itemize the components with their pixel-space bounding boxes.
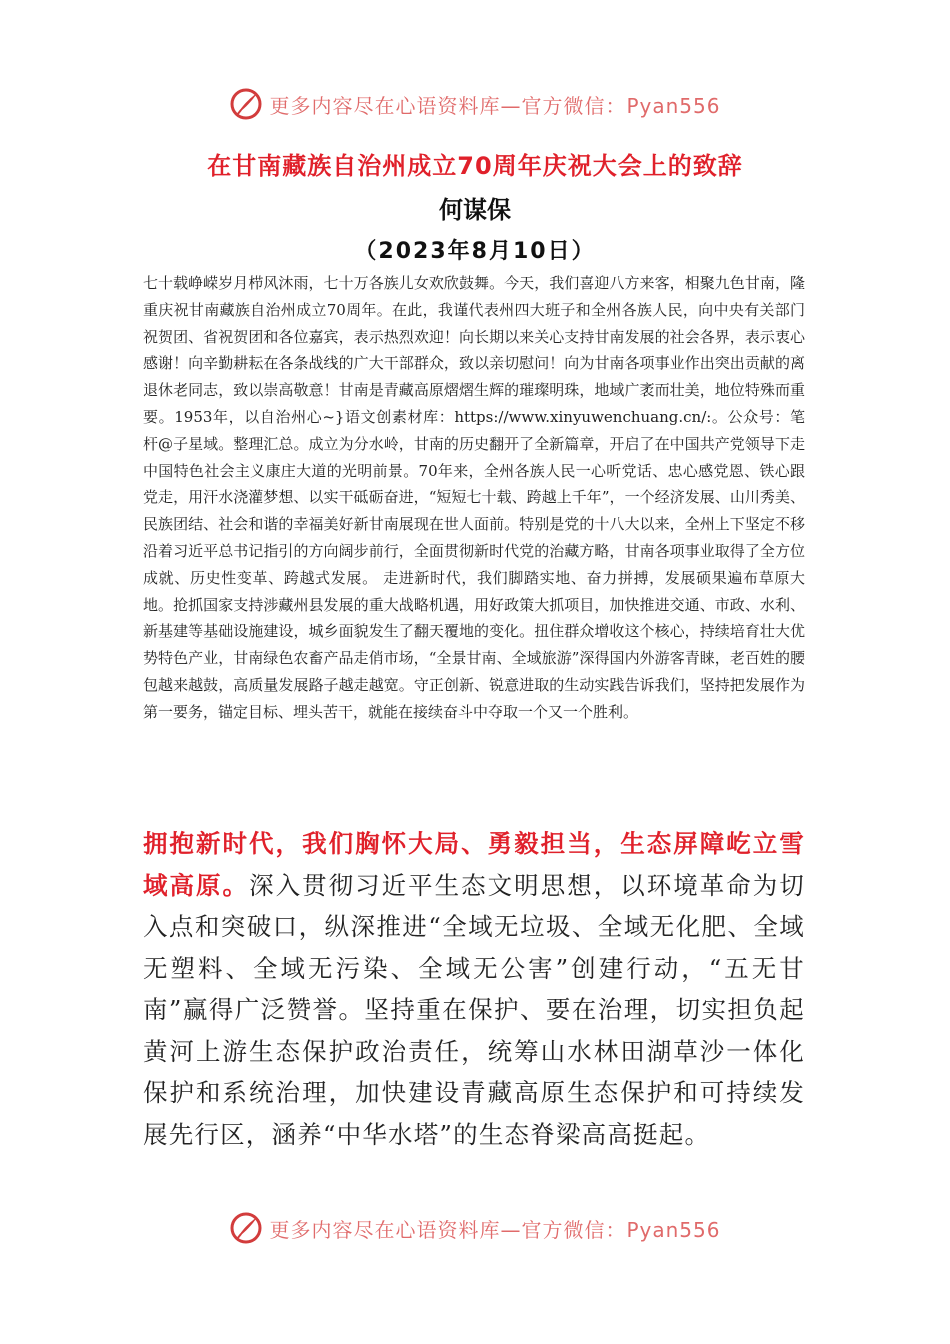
paragraph-2-highlight: 拥抱新时代，我们胸怀大局、勇毅担当，生态屏障屹立雪域高原。 <box>143 829 805 900</box>
paragraph-2-body: 深入贯彻习近平生态文明思想，以环境革命为切入点和突破口，纵深推进“全域无垃圾、全域无化肥、全域无塑料、全域无污染、全域无公害”创建行动，“五无甘南”赢得广泛赞誉。坚持重在保护、要在治理，切实担负起黄河上游生态保护政治责任，统筹山水林田湖草沙一体化保护和系统治理，加快建设青藏高原生态保护和可持续发展先行区，涵养“中华水塔”的生态脊梁高高挺起。 <box>143 870 805 1149</box>
body-paragraph-2 <box>143 823 805 1155</box>
header-watermark <box>0 84 950 124</box>
quill-circle-icon <box>229 1211 263 1245</box>
document-date: （2023年8月10日） <box>354 239 596 264</box>
quill-circle-icon <box>229 87 263 121</box>
watermark-text: 更多内容尽在心语资料库—官方微信：Pyan556 <box>269 93 721 118</box>
body-paragraph-1: 七十载峥嵘岁月栉风沐雨，七十万各族儿女欢欣鼓舞。今天，我们喜迎八方来客，相聚九色甘南，隆重庆祝甘南藏族自治州成立70周年。在此，我谨代表州四大班子和全州各族人民，向中央有关部门祝贺团、省祝贺团和各位嘉宾，表示热烈欢迎！向长期以来关心支持甘南发展的社会各界，表示衷心感谢！向辛勤耕耘在各条战线的广大干部群众，致以亲切慰问！向为甘南各项事业作出突出贡献的离退休老同志，致以崇高敬意！甘南是青藏高原熠熠生辉的璀璨明珠，地域广袤而壮美，地位特殊而重要。1953年，以自治州心~}语文创素材库：https://www.xinyuwenchuang.cn/:。公众号：笔杆@子星域。整理汇总。成立为分水岭，甘南的历史翻开了全新篇章，开启了在中国共产党领导下走中国特色社会主义康庄大道的光明前景。70年来，全州各族人民一心听党话、忠心感党恩、铁心跟党走，用汗水浇灌梦想、以实干砥砺奋进，“短短七十载、跨越上千年”，一个经济发展、山川秀美、民族团结、社会和谐的幸福美好新甘南展现在世人面前。特别是党的十八大以来，全州上下坚定不移沿着习近平总书记指引的方向阔步前行，全面贯彻新时代党的治藏方略，甘南各项事业取得了全方位成就、历史性变革、跨越式发展。 走进新时代，我们脚踏实地、奋力拼搏，发展硕果遍布草原大地。抢抓国家支持涉藏州县发展的重大战略机遇，用好政策大抓项目，加快推进交通、市政、水利、新基建等基础设施建设，城乡面貌发生了翻天覆地的变化。扭住群众增收这个核心，持续培育壮大优势特色产业，甘南绿色农畜产品走俏市场，“全景甘南、全域旅游”深得国内外游客青睐，老百姓的腰包越来越鼓，高质量发展路子越走越宽。守正创新、锐意进取的生动实践告诉我们，坚持把发展作为第一要务，锚定目标、埋头苦干，就能在接续奋斗中夺取一个又一个胜利。 <box>143 274 805 721</box>
document-author: 何谋保 <box>439 196 511 224</box>
watermark-text: 更多内容尽在心语资料库—官方微信：Pyan556 <box>269 1217 721 1242</box>
document-title: 在甘南藏族自治州成立70周年庆祝大会上的致辞 <box>207 152 743 180</box>
footer-watermark <box>0 1208 950 1248</box>
